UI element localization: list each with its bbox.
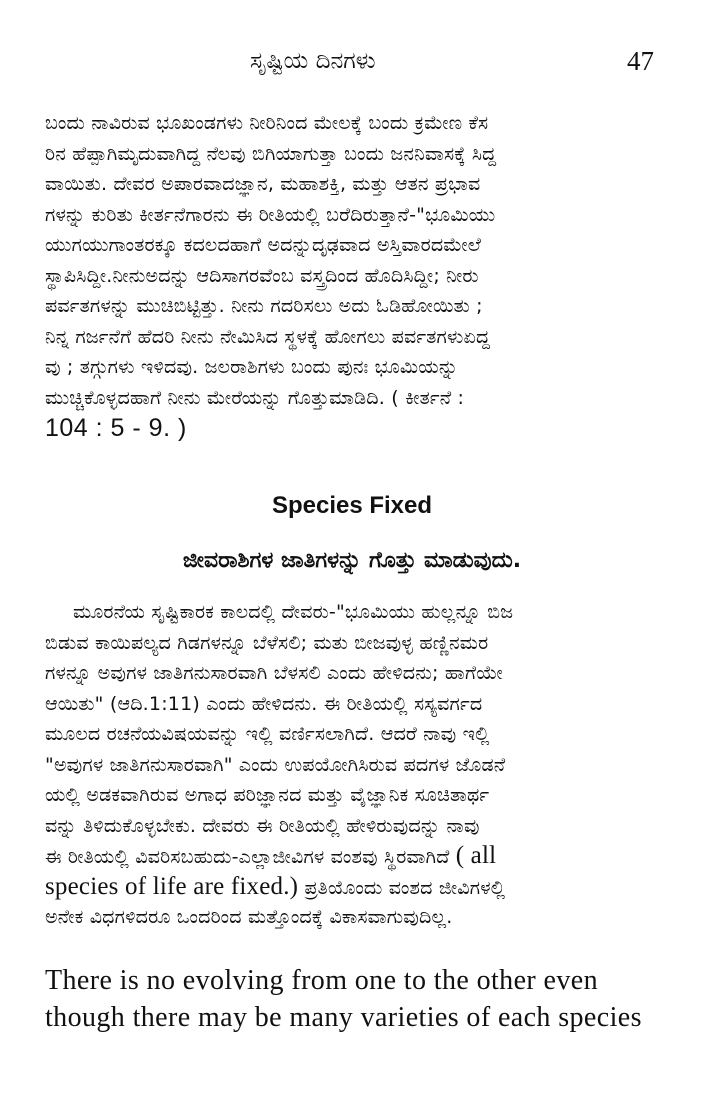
text-line: ಅನೇಕ ವಿಧಗಳಿದರೂ ಒಂದರಿಂದ ಮತ್ತೊಂದಕ್ಕೆ ವಿಕಾಸವಾಗುವುದಿಲ್ಲ. [45, 906, 453, 928]
text-line: ಗಳನ್ನೂ ಅವುಗಳ ಜಾತಿಗನುಸಾರವಾಗಿ ಬೆಳಸಲಿ ಎಂದು ಹೇಳಿದನು; ಹಾಗೆಯೇ [45, 662, 503, 684]
english-segment: species of life are fixed.) [45, 872, 299, 900]
text-line: ಸ್ಥಾಪಿಸಿದ್ದೀ.ನೀನುಅದನ್ನು ಆದಿಸಾಗರವೆಂಬ ವಸ್ತ್ರದಿಂದ ಹೊದಿಸಿದ್ದೀ; ನೀರು [45, 264, 479, 287]
text-line: ಬಿಡುವ ಕಾಯಿಪಲ್ಯದ ಗಿಡಗಳನ್ನೂ ಬೆಳೆಸಲಿ; ಮತು ಬೀಜವುಳ್ಳ ಹಣ್ಣಿನಮರ [45, 631, 489, 654]
text-line: ಯುಗಯುಗಾಂತರಕ್ಕೂ ಕದಲದಹಾಗೆ ಅದನ್ನುದೃಢವಾದ ಅಸ್ತಿವಾರದಮೇಲೆ [45, 234, 482, 256]
text-line: ರಿನ ಹೆಪ್ಪಾಗಿಮೃದುವಾಗಿದ್ದ ನೆಲವು ಬಿಗಿಯಾಗುತ್ತಾ ಬಂದು ಜನನಿವಾಸಕ್ಕೆ ಸಿದ್ದ [45, 142, 497, 165]
text-line: ಗಳನ್ನು ಕುರಿತು ಕೀರ್ತನೆಗಾರನು ಈ ರೀತಿಯಲ್ಲಿ ಬರೆದಿರುತ್ತಾನೆ-"ಭೂಮಿಯು [45, 203, 496, 226]
running-title: ಸೃಷ್ಟಿಯ ದಿನಗಳು [250, 48, 376, 74]
english-segment: ( all [455, 842, 497, 869]
text-segment: ಪ್ರತಿಯೊಂದು ವಂಶದ ಜೀವಿಗಳಲ್ಲಿ [304, 876, 506, 899]
text-line: ನಿನ್ನ ಗರ್ಜನೆಗೆ ಹೆದರಿ ನೀನು ನೇಮಿಸಿದ ಸ್ಥಳಕ್ಕೆ ಹೋಗಲು ಪರ್ವತಗಳುಏದ್ದ [45, 325, 491, 348]
text-line-mixed [45, 872, 660, 903]
text-line: ಮೂರನೆಯ ಸೃಷ್ಟಿಕಾರಕ ಕಾಲದಲ್ಲಿ ದೇವರು-"ಭೂಮಿಯು ಹುಲ್ಲನ್ನೂ ಬಿಜ [73, 601, 514, 623]
text-line: ಆಯಿತು" (ಆದಿ.1:11) ಎಂದು ಹೇಳಿದನು. ಈ ರೀತಿಯಲ್ಲಿ ಸಸ್ಯವರ್ಗದ [45, 692, 483, 715]
text-line: ವನ್ನು ತಿಳಿದುಕೊಳ್ಳಬೇಕು. ದೇವರು ಈ ರೀತಿಯಲ್ಲಿ ಹೇಳಿರುವುದನ್ನು ನಾವು [45, 814, 480, 837]
text-line: ಮುಚ್ಚಿಕೊಳ್ಳದಹಾಗೆ ನೀನು ಮೇರೆಯನ್ನು ಗೊತ್ತುಮಾಡಿದಿ. ( ಕೀರ್ತನೆ : [45, 386, 465, 409]
text-line: "ಅವುಗಳ ಜಾತಿಗನುಸಾರವಾಗಿ" ಎಂದು ಉಪಯೋಗಿಸಿರುವ ಪದಗಳ ಜೊಡನೆ [45, 753, 506, 776]
text-line: There is no evolving from one to the other even [45, 965, 598, 996]
paragraph-1 [45, 108, 660, 444]
section-heading: Species Fixed [271, 492, 433, 519]
page-number: 47 [627, 46, 654, 76]
scripture-reference: 104 : 5 - 9. ) [45, 414, 187, 442]
closing-english-text [45, 962, 665, 1036]
text-line: ವು ; ತಗ್ಗುಗಳು ಇಳಿದವು. ಜಲರಾಶಿಗಳು ಬಂದು ಪುನಃ ಭೂಮಿಯನ್ನು [45, 356, 459, 378]
text-segment: ಈ ರೀತಿಯಲ್ಲಿ ವಿವರಿಸಬಹುದು-ಎಲ್ಲಾಜೀವಿಗಳ ವಂಶವು ಸ್ಥಿರವಾಗಿದೆ [45, 846, 450, 868]
text-line: ವಾಯಿತು. ದೇವರ ಅಪಾರವಾದಜ್ಞಾನ, ಮಹಾಶಕ್ತಿ, ಮತ್ತು ಆತನ ಪ್ರಭಾವ [45, 173, 481, 195]
text-line-mixed [45, 841, 660, 872]
text-line: ಯಲ್ಲಿ ಅಡಕವಾಗಿರುವ ಅಗಾಧ ಪರಿಜ್ಞಾನದ ಮತ್ತು ವೈಜ್ಞಾನಿಕ ಸೂಚಿತಾರ್ಥ [45, 784, 490, 806]
text-line: ಪರ್ವತಗಳನ್ನು ಮುಚಿಬಿಟ್ಟಿತ್ತು. ನೀನು ಗದರಿಸಲು ಅದು ಓಡಿಹೋಯಿತು ; [45, 295, 483, 317]
text-line: ಮೂಲದ ರಚನೆಯವಿಷಯವನ್ನು ಇಲ್ಲಿ ವರ್ಣಿಸಲಾಗಿದೆ. ಆದರೆ ನಾವು ಇಲ್ಲಿ [45, 723, 490, 745]
section-subheading: ಜೀವರಾಶಿಗಳ ಜಾತಿಗಳನ್ನು ಗೊತ್ತು ಮಾಡುವುದು. [182, 548, 522, 573]
paragraph-2 [45, 597, 660, 933]
running-head [0, 46, 704, 86]
text-line: though there may be many varieties of each species [45, 1002, 642, 1033]
text-line: ಬಂದು ನಾವಿರುವ ಭೂಖಂಡಗಳು ನೀರಿನಿಂದ ಮೇಲಕ್ಕೆ ಬಂದು ಕ್ರಮೇಣ ಕೆಸ [45, 112, 489, 134]
